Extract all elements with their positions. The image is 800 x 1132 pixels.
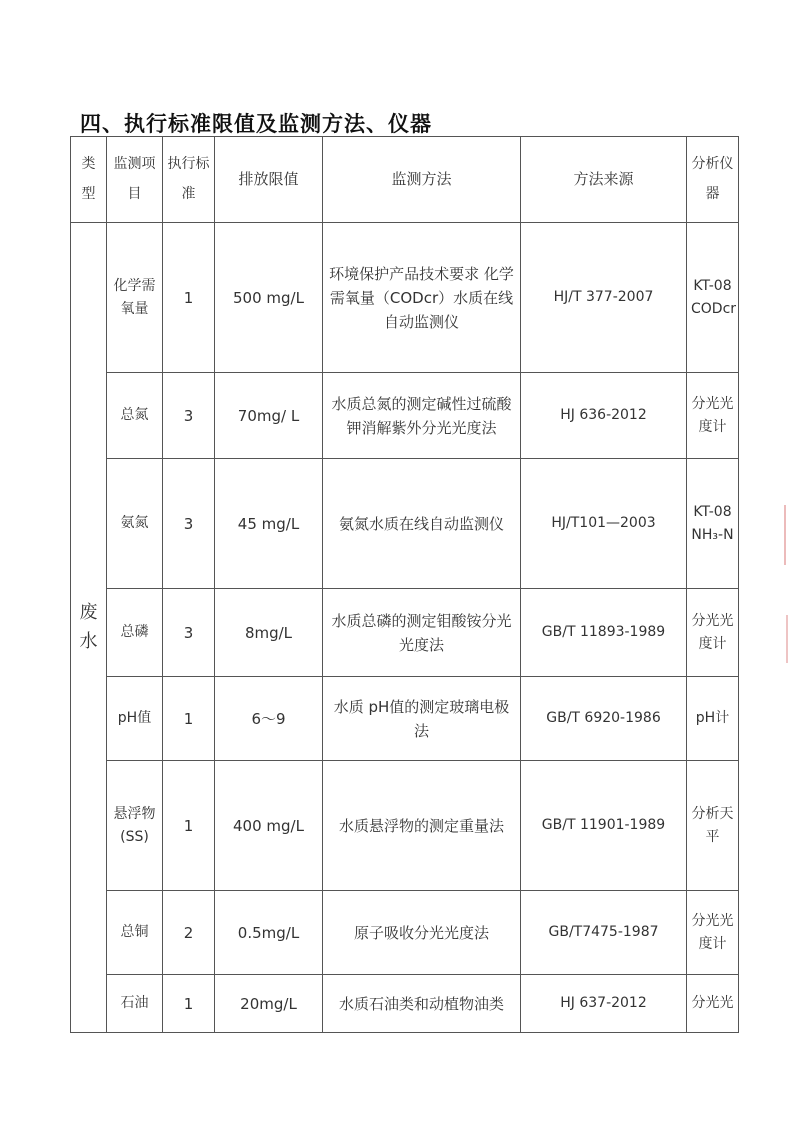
- table-row: [71, 677, 739, 761]
- header-instrument: 分析仪器: [687, 137, 739, 223]
- header-source: 方法来源: [521, 137, 687, 223]
- method-cell: 水质 pH值的测定玻璃电极法: [323, 677, 521, 761]
- item-cell: 悬浮物(SS): [107, 761, 163, 891]
- instrument-cell: KT-08 CODcr: [687, 223, 739, 373]
- item-cell: 化学需氧量: [107, 223, 163, 373]
- standard-cell: 3: [163, 459, 215, 589]
- method-cell: 原子吸收分光光度法: [323, 891, 521, 975]
- table-row: [71, 589, 739, 677]
- header-standard: 执行标准: [163, 137, 215, 223]
- method-cell: 水质石油类和动植物油类: [323, 975, 521, 1033]
- item-cell: 总磷: [107, 589, 163, 677]
- method-cell: 水质悬浮物的测定重量法: [323, 761, 521, 891]
- source-cell: HJ/T 377-2007: [521, 223, 687, 373]
- limit-cell: 6～9: [215, 677, 323, 761]
- item-cell: 总氮: [107, 373, 163, 459]
- limit-cell: 400 mg/L: [215, 761, 323, 891]
- source-cell: GB/T 11893-1989: [521, 589, 687, 677]
- item-cell: pH值: [107, 677, 163, 761]
- standard-cell: 1: [163, 223, 215, 373]
- instrument-cell: pH计: [687, 677, 739, 761]
- standard-cell: 1: [163, 975, 215, 1033]
- table-row: [71, 459, 739, 589]
- table-row: [71, 223, 739, 373]
- standard-cell: 1: [163, 761, 215, 891]
- header-limit: 排放限值: [215, 137, 323, 223]
- section-title: 四、执行标准限值及监测方法、仪器: [80, 111, 432, 136]
- method-cell: 环境保护产品技术要求 化学需氧量（CODcr）水质在线自动监测仪: [323, 223, 521, 373]
- table-row: [71, 891, 739, 975]
- source-cell: HJ 637-2012: [521, 975, 687, 1033]
- limit-cell: 8mg/L: [215, 589, 323, 677]
- limit-cell: 45 mg/L: [215, 459, 323, 589]
- header-type: 类型: [71, 137, 107, 223]
- red-stamp-mark: [786, 615, 798, 663]
- source-cell: GB/T 11901-1989: [521, 761, 687, 891]
- method-cell: 水质总磷的测定钼酸铵分光光度法: [323, 589, 521, 677]
- header-row: [71, 137, 739, 223]
- limit-cell: 70mg/ L: [215, 373, 323, 459]
- item-cell: 总铜: [107, 891, 163, 975]
- standard-cell: 2: [163, 891, 215, 975]
- limit-cell: 500 mg/L: [215, 223, 323, 373]
- table-row: [71, 761, 739, 891]
- instrument-cell: KT-08 NH₃-N: [687, 459, 739, 589]
- table-row: [71, 975, 739, 1033]
- red-stamp-mark: [784, 505, 800, 565]
- standards-table: [70, 136, 739, 1033]
- limit-cell: 0.5mg/L: [215, 891, 323, 975]
- source-cell: HJ/T101—2003: [521, 459, 687, 589]
- item-cell: 石油: [107, 975, 163, 1033]
- table-row: [71, 373, 739, 459]
- instrument-cell: 分析天平: [687, 761, 739, 891]
- standard-cell: 3: [163, 589, 215, 677]
- header-item: 监测项目: [107, 137, 163, 223]
- instrument-cell: 分光光度计: [687, 891, 739, 975]
- source-cell: GB/T7475-1987: [521, 891, 687, 975]
- method-cell: 水质总氮的测定碱性过硫酸钾消解紫外分光光度法: [323, 373, 521, 459]
- limit-cell: 20mg/L: [215, 975, 323, 1033]
- source-cell: HJ 636-2012: [521, 373, 687, 459]
- standard-cell: 3: [163, 373, 215, 459]
- category-cell: 废水: [71, 223, 107, 1033]
- instrument-cell: 分光光度计: [687, 373, 739, 459]
- instrument-cell: 分光光: [687, 975, 739, 1033]
- instrument-cell: 分光光度计: [687, 589, 739, 677]
- item-cell: 氨氮: [107, 459, 163, 589]
- standard-cell: 1: [163, 677, 215, 761]
- header-method: 监测方法: [323, 137, 521, 223]
- source-cell: GB/T 6920-1986: [521, 677, 687, 761]
- method-cell: 氨氮水质在线自动监测仪: [323, 459, 521, 589]
